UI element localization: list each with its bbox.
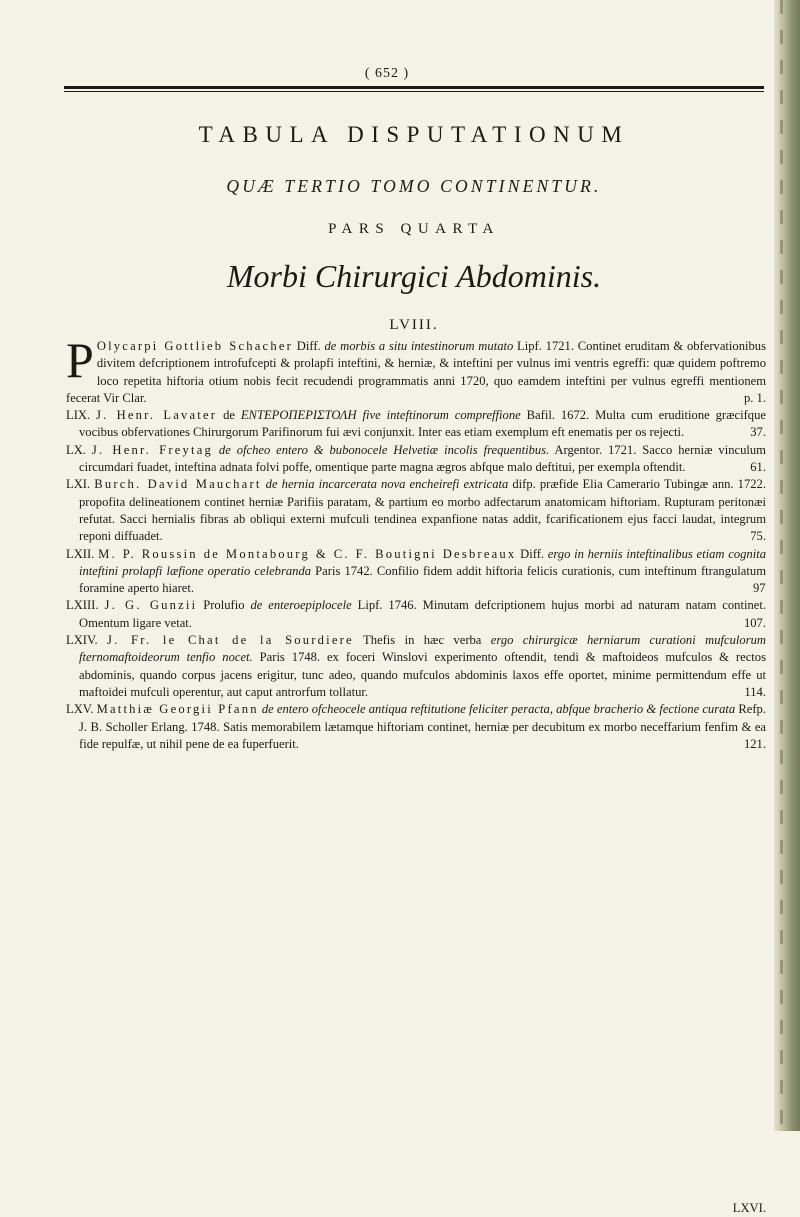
- list-item: [66, 476, 766, 545]
- entry-author: J. Henr. Lavater: [96, 408, 218, 423]
- entry-lead: de: [217, 408, 241, 423]
- entry-author: M. P. Roussin de Montabourg & C. F. Boutigni Desbreaux: [98, 546, 517, 561]
- entry-text: Lipf. 1746. Minutam defcriptionem hujus morbi ad naturam natam continet. Omentum ligare vetat.: [79, 598, 766, 630]
- page-title: TABULA DISPUTATIONUM: [198, 122, 630, 147]
- entry-author: Olycarpi Gottlieb Schacher: [96, 339, 294, 353]
- entry-page: 61.: [750, 460, 766, 475]
- binding-edge: [774, 0, 800, 1131]
- entry-author: Burch. David Mauchart: [94, 477, 262, 492]
- list-item: [66, 407, 766, 442]
- part-heading: PARS QUARTA: [328, 221, 500, 237]
- entry-number: LX.: [66, 442, 86, 457]
- list-item: [66, 632, 766, 701]
- entry-list: [66, 332, 767, 1215]
- catchword: LXVI.: [732, 1201, 766, 1215]
- list-item: [66, 442, 766, 477]
- entry-lead: Prolufio: [197, 598, 251, 613]
- page-number: ( 652 ): [364, 66, 410, 81]
- entry-title: ergo in herniis inteftinalibus etiam cognita inteftini prolapfi læfione operatio celebranda: [79, 546, 766, 578]
- entry-title: de ofcheo entero & bubonocele Helvetiæ incolis frequentibus.: [218, 442, 550, 457]
- section-heading: Morbi Chirurgici Abdominis.: [226, 258, 602, 294]
- header-rule-thin: [64, 91, 764, 92]
- entry-number: LXII.: [66, 546, 95, 561]
- entry-text: Bafil. 1672. Multa cum eruditione græcifque vocibus obfervationes Chirurgorum Parifinorum fui ævi conjunxit. Inter eas etiam exemplum eft enematis per os rejecti.: [79, 408, 766, 440]
- entry-page: 114.: [744, 684, 766, 699]
- entry-page: 75.: [750, 529, 766, 544]
- entry-author: J. Fr. le Chat de la Sourdiere: [107, 633, 354, 648]
- entry-numeral-heading: LVIII.: [389, 317, 439, 333]
- entry-page: 97: [753, 581, 766, 596]
- entry-text: Refp. J. B. Scholler Erlang. 1748. Satis memorabilem lætamque hiftoriam continet, herniæ per decubitum ex morbo neceffarium fenfim & ea fide repulfæ, ut nihil pene de ea fuperfuerit.: [79, 702, 766, 751]
- list-item: [66, 332, 767, 407]
- entry-title: de hernia incarcerata nova encheirefi extricata: [265, 477, 509, 492]
- entry-lead: Thefis in hæc verba: [353, 633, 491, 648]
- entry-author: J. G. Gunzii: [104, 598, 198, 613]
- entry-page: 121.: [743, 736, 766, 751]
- list-item: [66, 546, 766, 598]
- header-rule-thick: [64, 86, 764, 89]
- entry-lead: Diff.: [516, 546, 548, 561]
- drop-cap: P: [66, 332, 94, 388]
- entry-number: LXI.: [66, 477, 91, 492]
- entry-title: de enteroepiplocele: [250, 598, 352, 613]
- entry-title: de entero ofcheocele antiqua reftitutione feliciter peracta, abfque bracherio & fectione curata: [261, 702, 736, 717]
- entry-text: Paris 1748. ex foceri Winslovi experimento oftendit, tendi & maftoideos mufculos & rectos abdominis, quando corpus jacens erigitur, tunc adeo, quando mufculos abdominis laxos effe oportet, minime permittendum effe ut maftoidei mufculi operentur, aut caput antrorfum tollatur.: [79, 650, 766, 699]
- page-subtitle: QUÆ TERTIO TOMO CONTINENTUR.: [226, 176, 602, 196]
- list-item: [66, 597, 766, 632]
- entry-number: LIX.: [66, 408, 91, 423]
- entry-number: LXIII.: [66, 598, 99, 613]
- entry-page: 37.: [750, 425, 766, 440]
- entry-text: difp. præfide Elia Camerario Tubingæ ann. 1722. propofita delineationem continet herniæ Parifiis paratam, & partium eo morbo adfectarum anatomicam hiftoriam. Rupturam peritonæi refutat. Sacci hernialis fibras ab obliqui externi mufculi tendinea expanfione natas addit, fcarificationem ejus facci laudat, integrum reponi diffuadet.: [79, 477, 766, 544]
- entry-number: LXIV.: [66, 633, 98, 648]
- entry-title: ΕΝΤΕΡΟΠΕΡΙΣΤΟΛΗ five inteftinorum compreffione: [240, 408, 521, 423]
- entry-number: LXV.: [66, 702, 94, 717]
- entry-text: Lipf. 1721. Continet eruditam & obfervationibus divitem defcriptionem introfufcepti & prolapfi inteftini, & herniæ, & inteftini per vulnus imi ventris egreffi: quæ quidem poftremo loco repetita hiftoria otium nobis fecit recudendi programmatis anni 1720, quo eamdem inteftini per vulnus egreffi mentionem fecerat Vir Clar.: [66, 339, 767, 405]
- entry-text: Argentor. 1721. Sacco herniæ vinculum circumdari fuadet, inteftina adnata folvi poffe, omentique parte magna ægros abfque malo deftitui, per exempla oftendit.: [79, 442, 766, 475]
- entry-text: Paris 1742. Confilio fidem addit hiftoria felicis curationis, cum inteftinum ftrangulatum foramine aperto hiaret.: [79, 563, 766, 596]
- entry-author: J. Henr. Freytag: [91, 442, 213, 457]
- entry-title: de morbis a situ intestinorum mutato: [324, 339, 514, 353]
- entry-page: p. 1.: [743, 390, 766, 405]
- entry-title: ergo chirurgicæ herniarum curationi mufculorum fternomaftoideorum tenfio nocet.: [79, 633, 766, 665]
- entry-lead: Diff.: [293, 339, 325, 353]
- entry-page: 107.: [743, 615, 766, 630]
- list-item: [66, 701, 766, 753]
- entry-author: Matthiæ Georgii Pfann: [96, 702, 259, 717]
